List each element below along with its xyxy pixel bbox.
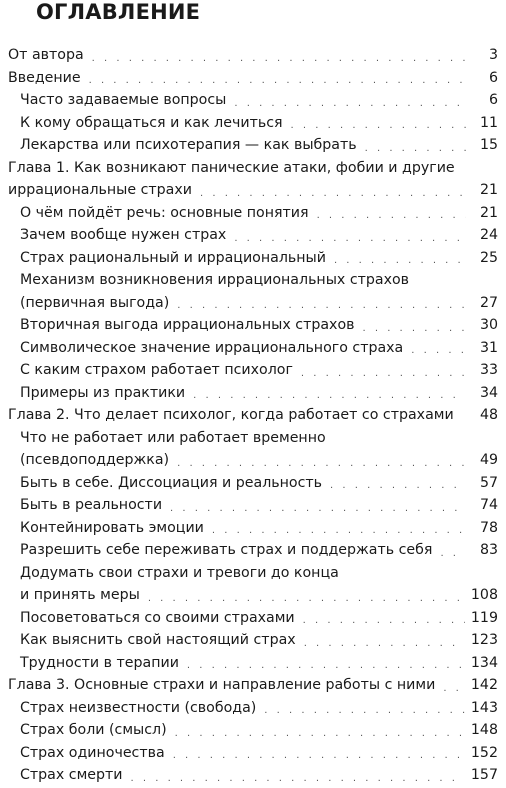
toc-entry-title: (первичная выгода) [20,294,170,311]
toc-entry-title: и принять меры [20,587,140,604]
toc-entry-title: иррациональные страхи [8,182,192,199]
toc-entry-title: Глава 2. Что делает психолог, когда работает со страхами [8,407,454,424]
toc-entry-title: О чём пойдёт речь: основные понятия [20,204,309,221]
toc-entry[interactable] [8,314,498,337]
toc-entry-title: Разрешить себе переживать страх и поддержать себя [20,542,433,559]
toc-entry-page-number: 142 [470,677,498,694]
page-title: ОГЛАВЛЕНИЕ [36,0,201,24]
dot-leader [177,458,466,469]
toc-entry-page-number: 3 [488,47,498,64]
toc-entry[interactable] [8,292,498,315]
toc-entry-page-number: 15 [479,137,498,154]
dot-leader [330,480,466,491]
dot-leader [303,615,465,626]
dot-leader [212,525,466,536]
toc-entry-page-number: 108 [470,587,498,604]
toc-entry-page-number: 24 [479,227,498,244]
toc-entry-title: С каким страхом работает психолог [20,362,293,379]
toc-entry[interactable] [8,764,498,787]
toc-entry[interactable] [8,67,498,90]
toc-entry-page-number: 33 [479,362,498,379]
toc-entry-title: К кому обращаться и как лечиться [20,114,283,131]
dot-leader [131,773,465,784]
toc-entry-page-number: 11 [479,114,498,131]
toc-entry-page-number: 49 [479,452,498,469]
toc-entry-page-number: 123 [470,632,498,649]
toc-entry[interactable] [8,719,498,742]
toc-entry-page-number: 134 [470,654,498,671]
toc-entry[interactable] [8,584,498,607]
toc-entry-title: Страх неизвестности (свобода) [20,699,257,716]
toc-entry-page-number: 148 [470,722,498,739]
toc-entry[interactable] [8,337,498,360]
toc-entry[interactable] [8,427,498,450]
dot-leader [193,390,466,401]
toc-entry-title: Трудности в терапии [20,654,179,671]
dot-leader [264,705,465,716]
toc-entry-page-number: 6 [488,92,498,109]
toc-entry[interactable] [8,607,498,630]
toc-entry-title: Часто задаваемые вопросы [20,92,227,109]
toc-entry-title: Страх одиночества [20,744,165,761]
dot-leader [362,323,466,334]
dot-leader [92,53,466,64]
toc-entry-page-number: 78 [479,519,498,536]
toc-entry-title: Быть в реальности [20,497,163,514]
toc-entry-title: Лекарства или психотерапия — как выбрать [20,137,357,154]
toc-entry-title: Зачем вообще нужен страх [20,227,227,244]
dot-leader [173,750,465,761]
toc-entry-title: Что не работает или работает временно [20,429,326,446]
toc-entry-title: Как выяснить свой настоящий страх [20,632,296,649]
dot-leader [175,728,465,739]
toc-entry-title: Страх рациональный и иррациональный [20,249,326,266]
toc-entry-page-number: 152 [470,744,498,761]
dot-leader [301,368,466,379]
toc-entry[interactable] [8,134,498,157]
dot-leader [200,188,466,199]
toc-entry-title: Символическое значение иррационального страха [20,339,404,356]
dot-leader [291,120,466,131]
toc-entry-page-number: 25 [479,249,498,266]
toc-entry-title: (псевдоподдержка) [20,452,170,469]
toc-entry-title: Примеры из практики [20,384,186,401]
toc-entry[interactable] [8,269,498,292]
toc-entry-page-number: 6 [488,69,498,86]
toc-entry[interactable] [8,112,498,135]
toc-entry-page-number: 119 [470,609,498,626]
toc-entry[interactable] [8,247,498,270]
toc-entry-page-number: 34 [479,384,498,401]
toc-entry-title: От автора [8,47,84,64]
toc-entry-page-number: 74 [479,497,498,514]
table-of-contents [8,44,498,787]
dot-leader [440,548,466,559]
toc-entry[interactable] [8,629,498,652]
toc-entry-title: Посоветоваться со своими страхами [20,609,295,626]
toc-entry[interactable] [8,742,498,765]
dot-leader [170,503,466,514]
toc-entry[interactable] [8,89,498,112]
dot-leader [187,660,465,671]
toc-entry[interactable] [8,539,498,562]
dot-leader [443,683,465,694]
toc-entry[interactable] [8,224,498,247]
toc-entry-page-number: 48 [479,407,498,424]
toc-entry-page-number: 27 [479,294,498,311]
toc-entry-title: Глава 1. Как возникают панические атаки, фобии и другие [8,159,455,176]
toc-entry[interactable] [8,449,498,472]
toc-entry-title: Быть в себе. Диссоциация и реальность [20,474,323,491]
toc-entry-title: Страх боли (смысл) [20,722,167,739]
dot-leader [411,345,466,356]
toc-entry-title: Глава 3. Основные страхи и направление работы с ними [8,677,436,694]
toc-entry[interactable] [8,652,498,675]
toc-entry[interactable] [8,697,498,720]
toc-entry-page-number: 21 [479,204,498,221]
toc-entry[interactable] [8,674,498,697]
toc-entry[interactable] [8,517,498,540]
toc-entry[interactable] [8,404,498,427]
toc-entry-page-number: 57 [479,474,498,491]
toc-entry-page-number: 21 [479,182,498,199]
dot-leader [234,233,466,244]
toc-entry-page-number: 157 [470,767,498,784]
toc-entry-title: Страх смерти [20,767,123,784]
toc-entry[interactable] [8,494,498,517]
toc-entry[interactable] [8,472,498,495]
toc-entry-title: Механизм возникновения иррациональных страхов [20,272,410,289]
dot-leader [89,75,466,86]
toc-entry[interactable] [8,382,498,405]
toc-entry[interactable] [8,44,498,67]
dot-leader [304,638,465,649]
dot-leader [365,143,466,154]
toc-entry-title: Введение [8,69,81,86]
dot-leader [234,98,466,109]
dot-leader [317,210,466,221]
toc-entry-page-number: 30 [479,317,498,334]
dot-leader [177,300,466,311]
toc-entry-title: Вторичная выгода иррациональных страхов [20,317,355,334]
dot-leader [148,593,465,604]
toc-entry[interactable] [8,202,498,225]
toc-entry-title: Додумать свои страхи и тревоги до конца [20,564,339,581]
toc-entry[interactable] [8,179,498,202]
toc-entry[interactable] [8,562,498,585]
toc-entry-page-number: 31 [479,339,498,356]
toc-entry[interactable] [8,359,498,382]
toc-entry-page-number: 143 [470,699,498,716]
toc-entry-page-number: 83 [479,542,498,559]
toc-entry[interactable] [8,157,498,180]
toc-entry-title: Контейнировать эмоции [20,519,204,536]
dot-leader [334,255,466,266]
